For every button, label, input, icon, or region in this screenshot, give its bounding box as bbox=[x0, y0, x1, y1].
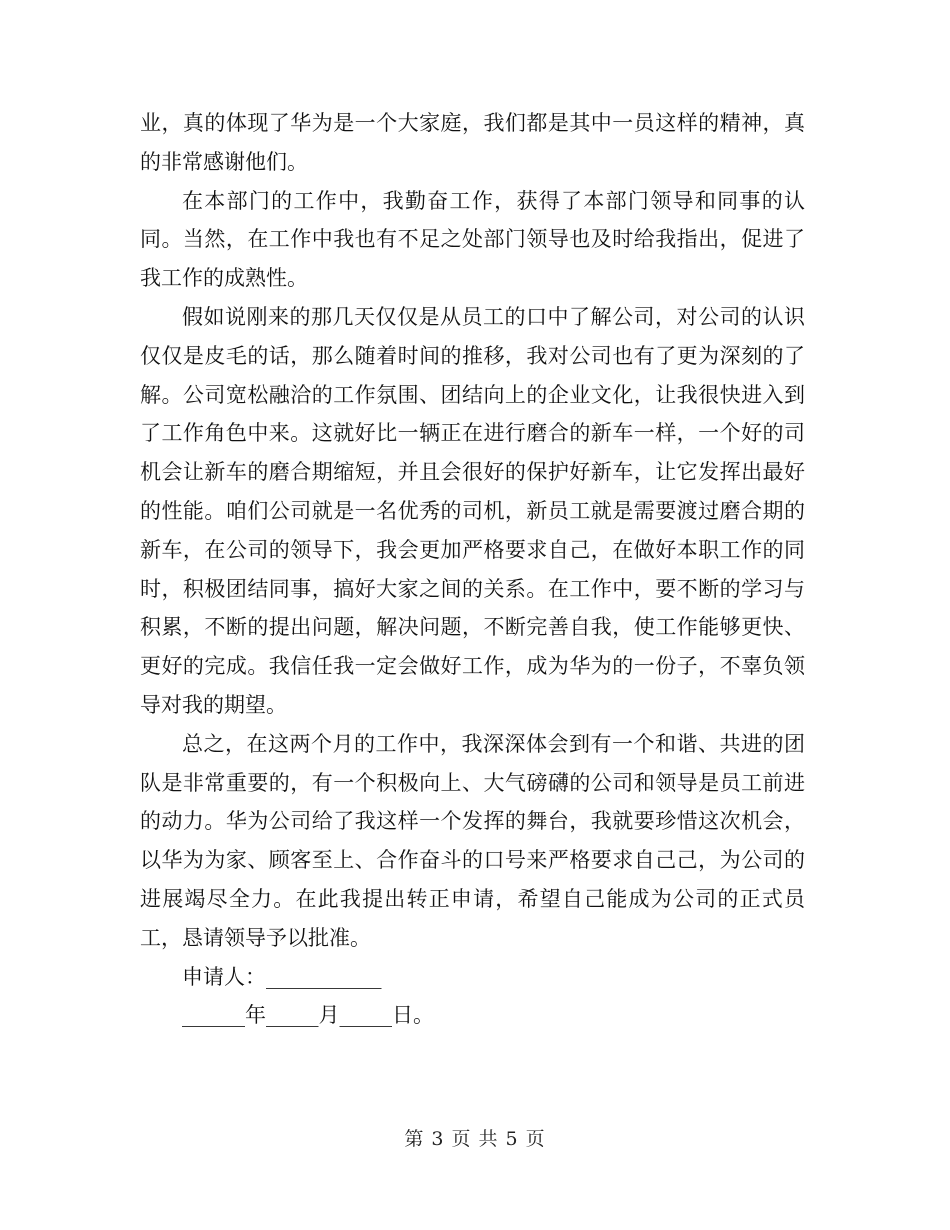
paragraph-company-understanding: 假如说刚来的那几天仅仅是从员工的口中了解公司，对公司的认识仅仅是皮毛的话，那么随着时间的推移，我对公司也有了更为深刻的了解。公司宽松融洽的工作氛围、团结向上的企业文化，让我很快进入到了工作角色中来。这就好比一辆正在进行磨合的新车一样，一个好的司机会让新车的磨合期缩短，并且会很好的保护好新车，让它发挥出最好的性能。咱们公司就是一名优秀的司机，新员工就是需要渡过磨合期的新车，在公司的领导下，我会更加严格要求自己，在做好本职工作的同时，积极团结同事，搞好大家之间的关系。在工作中，要不断的学习与积累，不断的提出问题，解决问题，不断完善自我，使工作能够更快、更好的完成。我信任我一定会做好工作，成为华为的一份子，不辜负领导对我的期望。 bbox=[140, 304, 805, 717]
date-line: ______年_____月_____日。 bbox=[182, 1003, 434, 1028]
document-body bbox=[140, 104, 805, 1035]
paragraph-continuation: 业，真的体现了华为是一个大家庭，我们都是其中一员这样的精神，真的非常感谢他们。 bbox=[140, 111, 805, 174]
paragraph-department-work: 在本部门的工作中，我勤奋工作，获得了本部门领导和同事的认同。当然，在工作中我也有不足之处部门领导也及时给我指出，促进了我工作的成熟性。 bbox=[140, 188, 805, 291]
page-number-footer: 第 3 页 共 5 页 bbox=[404, 1128, 546, 1150]
paragraph-conclusion: 总之，在这两个月的工作中，我深深体会到有一个和谐、共进的团队是非常重要的，有一个积极向上、大气磅礴的公司和领导是员工前进的动力。华为公司给了我这样一个发挥的舞台，我就要珍惜这次机会，以华为为家、顾客至上、合作奋斗的口号来严格要求自己己，为公司的进展竭尽全力。在此我提出转正申请，希望自己能成为公司的正式员工，恳请领导予以批准。 bbox=[140, 731, 805, 950]
signature-line: 申请人：___________ bbox=[182, 964, 382, 989]
